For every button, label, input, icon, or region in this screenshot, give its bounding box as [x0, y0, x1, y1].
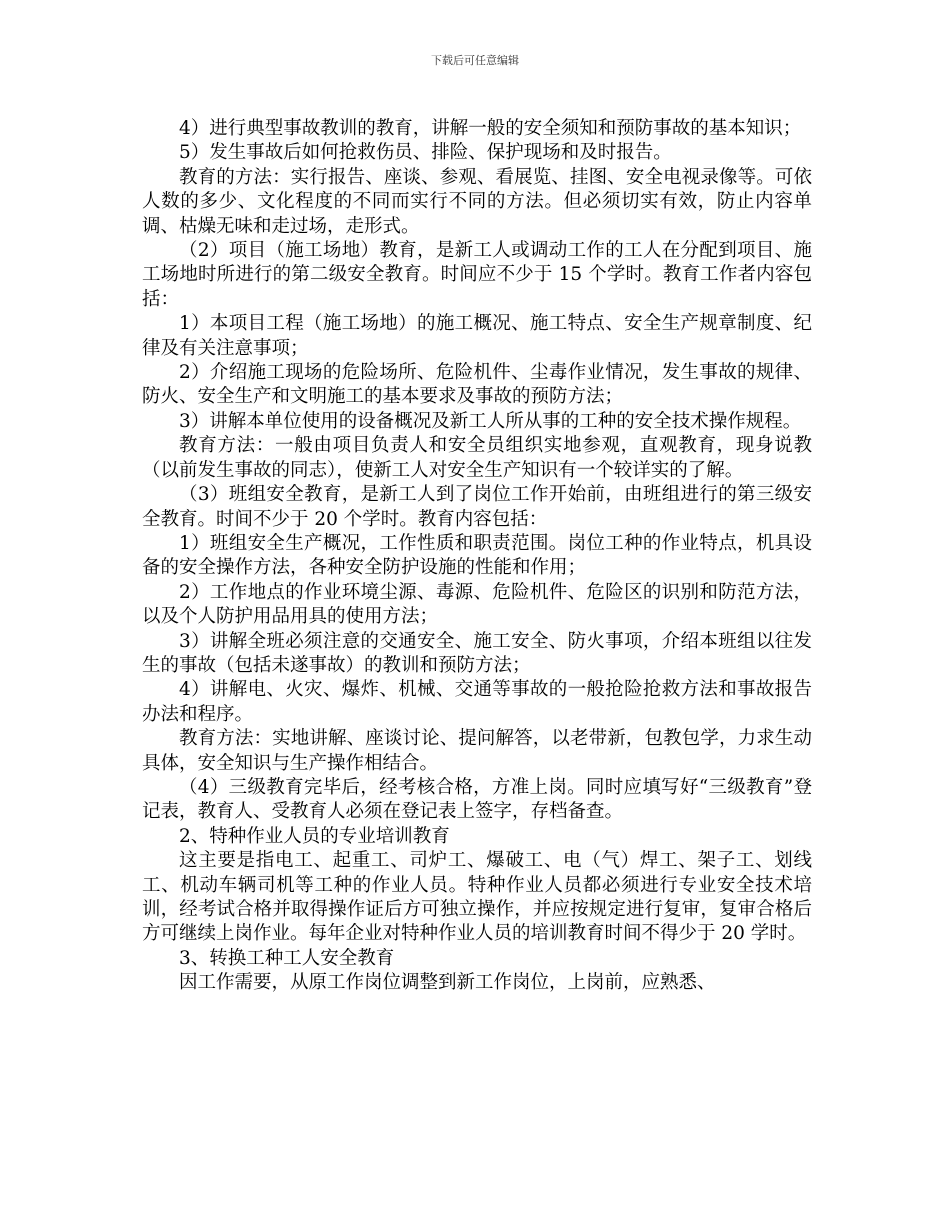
paragraph: 1）班组安全生产概况，工作性质和职责范围。岗位工种的作业特点，机具设备的安全操作方法，各种安全防护设施的性能和作用； [142, 532, 812, 579]
section-heading: 3、转换工种工人安全教育 [179, 947, 395, 969]
paragraph: 教育方法：一般由项目负责人和安全员组织实地参观，直观教育，现身说教（以前发生事故的同志），使新工人对安全生产知识有一个较详实的了解。 [142, 435, 812, 481]
paragraph: 4）讲解电、火灾、爆炸、机械、交通等事故的一般抢险抢救方法和事故报告办法和程序。 [142, 679, 812, 725]
document-body [142, 117, 812, 996]
paragraph: 教育的方法：实行报告、座谈、参观、看展览、挂图、安全电视录像等。可依人数的多少、文化程度的不同而实行不同的方法。但必须切实有效，防止内容单调、枯燥无味和走过场，走形式。 [142, 166, 812, 237]
paragraph: （2）项目（施工场地）教育，是新工人或调动工作的工人在分配到项目、施工场地时所进行的第二级安全教育。时间应不少于 15 个学时。教育工作者内容包括： [142, 240, 812, 310]
paragraph: 教育方法：实地讲解、座谈讨论、提问解答，以老带新，包教包学，力求生动具体，安全知识与生产操作相结合。 [142, 728, 812, 774]
page-header: 下载后可任意编辑 [431, 54, 519, 67]
paragraph: 5）发生事故后如何抢救伤员、排险、保护现场和及时报告。 [179, 142, 672, 164]
paragraph: （3）班组安全教育，是新工人到了岗位工作开始前，由班组进行的第三级安全教育。时间不少于 20 个学时。教育内容包括： [142, 484, 812, 530]
paragraph: 3）讲解本单位使用的设备概况及新工人所从事的工种的安全技术操作规程。 [179, 410, 802, 432]
paragraph: 3）讲解全班必须注意的交通安全、施工安全、防火事项，介绍本班组以往发生的事故（包括未遂事故）的教训和预防方法； [142, 630, 812, 676]
paragraph: 因工作需要，从原工作岗位调整到新工作岗位，上岗前，应熟悉、 [179, 972, 716, 994]
paragraph: 这主要是指电工、起重工、司炉工、爆破工、电（气）焊工、架子工、划线工、机动车辆司机等工种的作业人员。特种作业人员都必须进行专业安全技术培训，经考试合格并取得操作证后方可独立操作，并应按规定进行复审，复审合格后方可继续上岗作业。每年企业对特种作业人员的培训教育时间不得少于 20 学时。 [142, 850, 812, 945]
paragraph: 2）工作地点的作业环境尘源、毒源、危险机件、危险区的识别和防范方法，以及个人防护用品用具的使用方法； [142, 581, 812, 628]
paragraph: 1）本项目工程（施工场地）的施工概况、施工特点、安全生产规章制度、纪律及有关注意事项； [142, 313, 812, 359]
paragraph: （4）三级教育完毕后，经考核合格，方准上岗。同时应填写好“三级教育”登记表，教育人、受教育人必须在登记表上签字，存档备查。 [142, 776, 812, 823]
section-heading: 2、特种作业人员的专业培训教育 [179, 825, 450, 847]
paragraph: 2）介绍施工现场的危险场所、危险机件、尘毒作业情况，发生事故的规律、防火、安全生产和文明施工的基本要求及事故的预防方法； [142, 362, 812, 408]
paragraph: 4）进行典型事故教训的教育，讲解一般的安全须知和预防事故的基本知识； [179, 118, 802, 139]
